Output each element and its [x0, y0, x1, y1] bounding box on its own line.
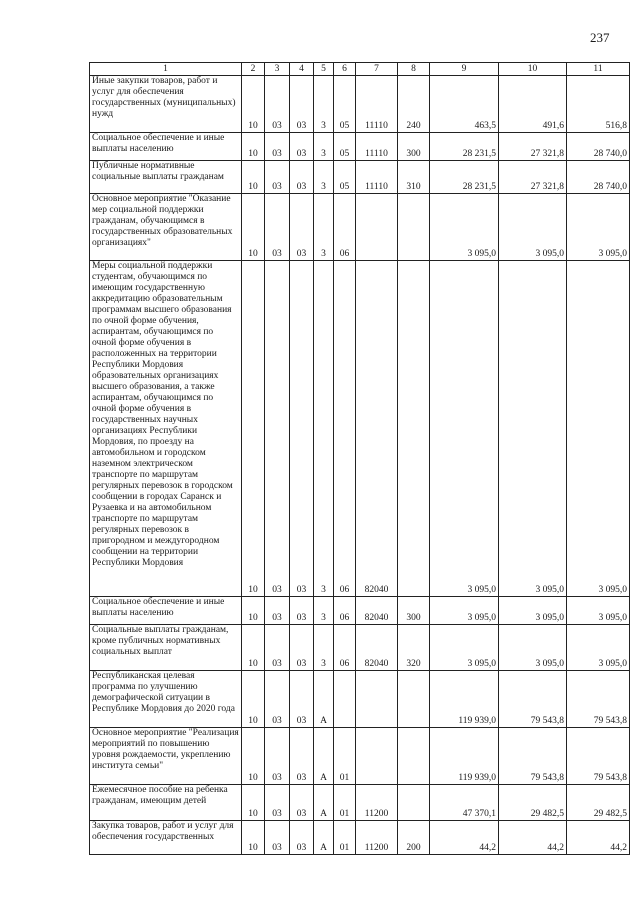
direction-cell: 11200 [356, 821, 398, 855]
table-row [90, 161, 630, 194]
section-cell: 10 [242, 821, 265, 855]
amount-year-3-cell: 3 095,0 [567, 194, 630, 261]
row-name-text: Социальные выплаты гражданам, кроме публичных нормативных социальных выплат [92, 625, 229, 657]
amount-year-1-cell: 3 095,0 [430, 261, 499, 597]
direction-cell [356, 671, 398, 728]
expense-type-cell [398, 785, 430, 821]
amount-year-3-cell: 79 543,8 [567, 728, 630, 785]
amount-year-1-cell: 44,2 [430, 821, 499, 855]
row-name-cell [90, 76, 242, 133]
header-cell-6: 6 [334, 63, 356, 76]
header-cell-11: 11 [567, 63, 630, 76]
amount-year-2-cell: 3 095,0 [499, 625, 567, 671]
program-cell: 03 [290, 785, 314, 821]
subsection-cell: 03 [265, 728, 290, 785]
subsection-cell: 03 [265, 261, 290, 597]
amount-year-1-cell: 119 939,0 [430, 671, 499, 728]
header-row [90, 63, 630, 76]
subprogram-cell: 3 [314, 625, 334, 671]
program-cell: 03 [290, 133, 314, 161]
subprogram-cell: 3 [314, 597, 334, 625]
row-name-text: Закупка товаров, работ и услуг для обеспечения государственных [92, 821, 234, 842]
subsection-cell: 03 [265, 76, 290, 133]
direction-cell: 82040 [356, 597, 398, 625]
section-cell: 10 [242, 261, 265, 597]
direction-cell: 82040 [356, 625, 398, 671]
amount-year-3-cell: 3 095,0 [567, 261, 630, 597]
direction-cell: 11110 [356, 76, 398, 133]
direction-cell: 11200 [356, 785, 398, 821]
subprogram-cell: А [314, 785, 334, 821]
subsection-cell: 03 [265, 671, 290, 728]
program-cell: 03 [290, 625, 314, 671]
program-cell: 03 [290, 261, 314, 597]
expense-type-cell: 240 [398, 76, 430, 133]
row-name-cell [90, 161, 242, 194]
amount-year-1-cell: 3 095,0 [430, 194, 499, 261]
section-cell: 10 [242, 597, 265, 625]
row-name-cell [90, 133, 242, 161]
table-body [90, 76, 630, 855]
table-row [90, 194, 630, 261]
section-cell: 10 [242, 728, 265, 785]
expense-type-cell: 300 [398, 133, 430, 161]
row-name-cell [90, 625, 242, 671]
subprogram-cell: 3 [314, 133, 334, 161]
row-name-cell [90, 261, 242, 597]
section-cell: 10 [242, 161, 265, 194]
row-name-cell [90, 728, 242, 785]
event-cell: 06 [334, 194, 356, 261]
table-row [90, 76, 630, 133]
amount-year-2-cell: 491,6 [499, 76, 567, 133]
page-number: 237 [590, 30, 610, 45]
subsection-cell: 03 [265, 194, 290, 261]
subprogram-cell: А [314, 821, 334, 855]
program-cell: 03 [290, 194, 314, 261]
section-cell: 10 [242, 625, 265, 671]
program-cell: 03 [290, 76, 314, 133]
header-cell-5: 5 [314, 63, 334, 76]
budget-table [89, 62, 630, 855]
amount-year-3-cell: 28 740,0 [567, 133, 630, 161]
section-cell: 10 [242, 194, 265, 261]
row-name-text: Основное мероприятие "Оказание мер социальной поддержки гражданам, обучающимся в государственных образовательных организациях" [92, 194, 233, 248]
subsection-cell: 03 [265, 785, 290, 821]
header-cell-3: 3 [265, 63, 290, 76]
amount-year-2-cell: 27 321,8 [499, 133, 567, 161]
row-name-text: Меры социальной поддержки студентам, обучающимся по имеющим государственную аккредитацию образовательным программам высшего образования по очной форме обучения, аспирантам, обучающимся по очной форме обучения в расположенных на территории Республики Мордовия образовательных организациях высшего образования, а также аспирантам, обучающимся по очной форме обучения в государственных научных организациях Республики Мордовия, по проезду на автомобильном и городском наземном электрическом транспорте по маршрутам регулярных перевозок в городском сообщении в городах Саранск и Рузаевка и на автомобильном транспорте по маршрутам регулярных перевозок в пригородном и междугородном сообщении на территории Республики Мордовия [92, 261, 233, 568]
header-cell-8: 8 [398, 63, 430, 76]
event-cell: 01 [334, 728, 356, 785]
header-cell-2: 2 [242, 63, 265, 76]
row-name-text: Ежемесячное пособие на ребенка гражданам, имеющим детей [92, 785, 228, 806]
direction-cell [356, 194, 398, 261]
amount-year-3-cell: 28 740,0 [567, 161, 630, 194]
subsection-cell: 03 [265, 133, 290, 161]
expense-type-cell [398, 728, 430, 785]
header-cell-7: 7 [356, 63, 398, 76]
table-row [90, 785, 630, 821]
event-cell: 05 [334, 161, 356, 194]
amount-year-2-cell: 44,2 [499, 821, 567, 855]
row-name-text: Республиканская целевая программа по улучшению демографической ситуации в Республике Мордовия до 2020 года [92, 671, 235, 714]
subprogram-cell: А [314, 728, 334, 785]
direction-cell [356, 728, 398, 785]
program-cell: 03 [290, 671, 314, 728]
table-row [90, 261, 630, 597]
amount-year-2-cell: 79 543,8 [499, 728, 567, 785]
event-cell: 05 [334, 133, 356, 161]
direction-cell: 82040 [356, 261, 398, 597]
table-row [90, 597, 630, 625]
amount-year-1-cell: 119 939,0 [430, 728, 499, 785]
amount-year-3-cell: 79 543,8 [567, 671, 630, 728]
amount-year-3-cell: 44,2 [567, 821, 630, 855]
section-cell: 10 [242, 133, 265, 161]
header-cell-9: 9 [430, 63, 499, 76]
amount-year-1-cell: 3 095,0 [430, 597, 499, 625]
amount-year-2-cell: 3 095,0 [499, 597, 567, 625]
amount-year-2-cell: 29 482,5 [499, 785, 567, 821]
row-name-cell [90, 821, 242, 855]
subprogram-cell: 3 [314, 161, 334, 194]
row-name-cell [90, 785, 242, 821]
amount-year-1-cell: 463,5 [430, 76, 499, 133]
amount-year-2-cell: 3 095,0 [499, 194, 567, 261]
amount-year-1-cell: 28 231,5 [430, 133, 499, 161]
row-name-text: Социальное обеспечение и иные выплаты населению [92, 133, 225, 154]
amount-year-2-cell: 3 095,0 [499, 261, 567, 597]
amount-year-1-cell: 28 231,5 [430, 161, 499, 194]
row-name-text: Публичные нормативные социальные выплаты гражданам [92, 161, 224, 182]
expense-type-cell: 300 [398, 597, 430, 625]
amount-year-2-cell: 27 321,8 [499, 161, 567, 194]
amount-year-3-cell: 516,8 [567, 76, 630, 133]
header-cell-1: 1 [90, 63, 242, 76]
direction-cell: 11110 [356, 161, 398, 194]
program-cell: 03 [290, 161, 314, 194]
expense-type-cell [398, 261, 430, 597]
subprogram-cell: 3 [314, 194, 334, 261]
event-cell [334, 671, 356, 728]
amount-year-3-cell: 29 482,5 [567, 785, 630, 821]
row-name-text: Основное мероприятие "Реализация мероприятий по повышению уровня рождаемости, укреплению института семьи" [92, 728, 239, 771]
table-row [90, 821, 630, 855]
subprogram-cell: 3 [314, 261, 334, 597]
expense-type-cell [398, 194, 430, 261]
table-row [90, 133, 630, 161]
amount-year-2-cell: 79 543,8 [499, 671, 567, 728]
section-cell: 10 [242, 76, 265, 133]
subsection-cell: 03 [265, 161, 290, 194]
header-cell-4: 4 [290, 63, 314, 76]
amount-year-3-cell: 3 095,0 [567, 597, 630, 625]
row-name-cell [90, 194, 242, 261]
row-name-cell [90, 597, 242, 625]
event-cell: 06 [334, 597, 356, 625]
program-cell: 03 [290, 728, 314, 785]
program-cell: 03 [290, 821, 314, 855]
section-cell: 10 [242, 785, 265, 821]
expense-type-cell: 310 [398, 161, 430, 194]
subprogram-cell: А [314, 671, 334, 728]
event-cell: 01 [334, 821, 356, 855]
direction-cell: 11110 [356, 133, 398, 161]
table-row [90, 728, 630, 785]
event-cell: 05 [334, 76, 356, 133]
row-name-text: Иные закупки товаров, работ и услуг для обеспечения государственных (муниципальных) нужд [92, 76, 236, 119]
row-name-text: Социальное обеспечение и иные выплаты населению [92, 597, 225, 618]
section-cell: 10 [242, 671, 265, 728]
amount-year-1-cell: 47 370,1 [430, 785, 499, 821]
event-cell: 01 [334, 785, 356, 821]
event-cell: 06 [334, 625, 356, 671]
table-row [90, 625, 630, 671]
program-cell: 03 [290, 597, 314, 625]
subsection-cell: 03 [265, 625, 290, 671]
expense-type-cell: 320 [398, 625, 430, 671]
header-cell-10: 10 [499, 63, 567, 76]
subsection-cell: 03 [265, 821, 290, 855]
subsection-cell: 03 [265, 597, 290, 625]
expense-type-cell: 200 [398, 821, 430, 855]
subprogram-cell: 3 [314, 76, 334, 133]
row-name-cell [90, 671, 242, 728]
expense-type-cell [398, 671, 430, 728]
amount-year-1-cell: 3 095,0 [430, 625, 499, 671]
table-row [90, 671, 630, 728]
amount-year-3-cell: 3 095,0 [567, 625, 630, 671]
event-cell: 06 [334, 261, 356, 597]
